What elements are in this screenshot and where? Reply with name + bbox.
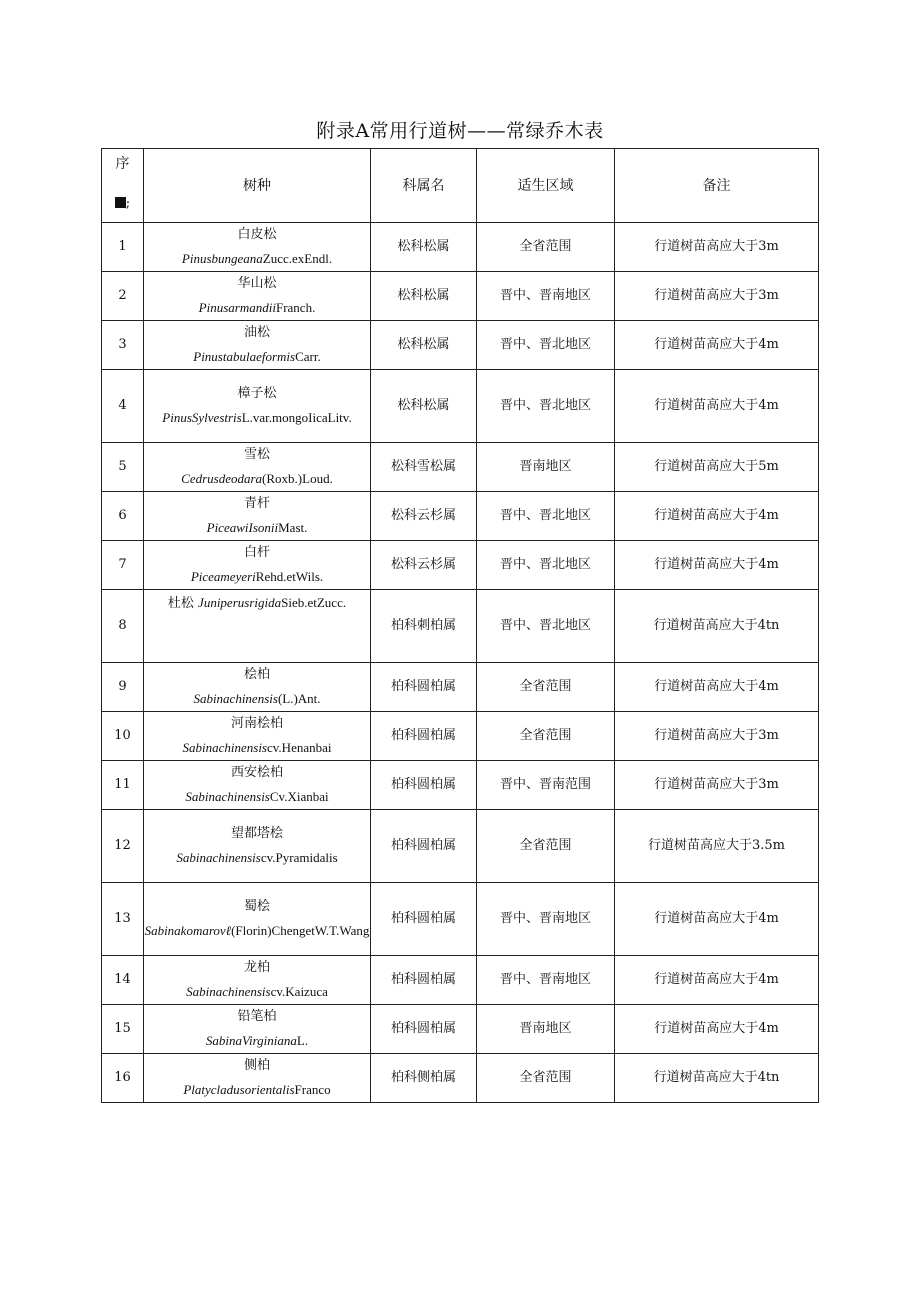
table-row [102, 761, 819, 810]
region-cell: 晋中、晋北地区 [477, 590, 615, 663]
note-cell: 行道树苗高应大于4m [615, 1005, 819, 1054]
row-number: 7 [102, 541, 144, 590]
species-latin-genus: Cedrusdeodara [181, 471, 263, 486]
note-cell: 行道树苗高应大于4tn [615, 590, 819, 663]
family-cell: 松科松属 [371, 321, 477, 370]
species-latin-author: (Florin)ChengetW.T.Wang [231, 923, 370, 938]
species-cn: 桧柏 [243, 667, 270, 682]
family-cell: 柏科圆柏属 [371, 1005, 477, 1054]
species-cn: 铅笔柏 [237, 1009, 277, 1024]
species-cn: 白杆 [243, 545, 270, 560]
species-latin-author: Carr. [295, 349, 321, 364]
note-cell: 行道树苗高应大于3m [615, 272, 819, 321]
table-row [102, 810, 819, 883]
species-latin-genus: Platycladusorientalis [183, 1082, 295, 1097]
table-header-row [102, 149, 819, 223]
species-cell [144, 541, 371, 590]
table-row [102, 663, 819, 712]
species-latin-author: Rehd.etWils. [255, 569, 324, 584]
species-cn: 华山松 [237, 276, 277, 291]
header-region: 适生区域 [477, 149, 615, 223]
species-cn: 杜松 [167, 596, 194, 611]
family-cell: 柏科圆柏属 [371, 956, 477, 1005]
region-cell: 晋中、晋北地区 [477, 492, 615, 541]
species-latin-genus: Sabinachinensis [186, 984, 271, 999]
row-number: 4 [102, 370, 144, 443]
table-row [102, 883, 819, 956]
region-cell: 晋南地区 [477, 443, 615, 492]
species-cn: 龙柏 [243, 960, 270, 975]
table-row [102, 272, 819, 321]
species-latin-genus: SabinaVirginiana [205, 1033, 297, 1048]
table-row [102, 590, 819, 663]
note-cell: 行道树苗高应大于4m [615, 956, 819, 1005]
family-cell: 松科松属 [371, 272, 477, 321]
row-number: 16 [102, 1054, 144, 1103]
note-cell: 行道树苗高应大于4m [615, 663, 819, 712]
note-cell: 行道树苗高应大于4m [615, 321, 819, 370]
page-title: 附录A常用行道树——常绿乔木表 [316, 120, 604, 142]
species-cell [144, 761, 371, 810]
row-number: 11 [102, 761, 144, 810]
region-cell: 晋中、晋南范围 [477, 761, 615, 810]
species-latin-genus: Sabinachinensis [176, 850, 261, 865]
note-cell: 行道树苗高应大于4m [615, 541, 819, 590]
species-latin-genus: Sabinachinensis [193, 691, 278, 706]
species-cell [144, 590, 371, 663]
family-cell: 柏科圆柏属 [371, 883, 477, 956]
square-mark-icon [115, 197, 126, 208]
note-cell: 行道树苗高应大于4m [615, 492, 819, 541]
species-cell [144, 492, 371, 541]
table-row [102, 541, 819, 590]
species-cell [144, 321, 371, 370]
region-cell: 晋中、晋北地区 [477, 541, 615, 590]
species-cell [144, 810, 371, 883]
species-latin-author: (Roxb.)Loud. [262, 471, 333, 486]
region-cell: 全省范围 [477, 663, 615, 712]
species-cn: 侧柏 [243, 1058, 270, 1073]
species-cell [144, 443, 371, 492]
header-family: 科属名 [371, 149, 477, 223]
species-latin-author: cv.Henanbai [267, 740, 332, 755]
species-latin-author: L. [296, 1033, 309, 1048]
species-latin-author: Zucc.exEndl. [262, 251, 333, 266]
species-cell [144, 370, 371, 443]
species-cn: 望都塔桧 [230, 826, 283, 841]
table-row [102, 1005, 819, 1054]
evergreen-tree-table [101, 148, 819, 1103]
header-species: 树种 [144, 149, 371, 223]
note-cell: 行道树苗高应大于4m [615, 370, 819, 443]
species-cell [144, 1054, 371, 1103]
species-cell [144, 223, 371, 272]
species-latin-author: cv.Pyramidalis [260, 850, 338, 865]
table-row [102, 956, 819, 1005]
species-latin-author: Sieb.etZucc. [281, 595, 347, 610]
family-cell: 松科云杉属 [371, 492, 477, 541]
species-latin-genus: Sabinakomarovℓ [144, 923, 232, 938]
species-latin-genus: PiceawiIsonii [206, 520, 279, 535]
species-cn: 白皮松 [237, 227, 277, 242]
row-number: 15 [102, 1005, 144, 1054]
region-cell: 晋中、晋南地区 [477, 272, 615, 321]
species-cell [144, 956, 371, 1005]
family-cell: 松科云杉属 [371, 541, 477, 590]
note-cell: 行道树苗高应大于3m [615, 223, 819, 272]
row-number: 12 [102, 810, 144, 883]
table-row [102, 370, 819, 443]
row-number: 5 [102, 443, 144, 492]
species-cn: 河南桧柏 [230, 716, 283, 731]
note-cell: 行道树苗高应大于5m [615, 443, 819, 492]
table-row [102, 321, 819, 370]
region-cell: 全省范围 [477, 223, 615, 272]
species-latin-author: L.var.mongoIicaLitv. [241, 410, 352, 425]
species-latin-genus: Sabinachinensis [185, 789, 270, 804]
row-number: 14 [102, 956, 144, 1005]
family-cell: 柏科圆柏属 [371, 810, 477, 883]
table-row [102, 712, 819, 761]
species-latin-author: Cv.Xianbai [269, 789, 329, 804]
row-number: 9 [102, 663, 144, 712]
region-cell: 全省范围 [477, 1054, 615, 1103]
header-number: 序 ; [102, 149, 144, 223]
species-cell [144, 1005, 371, 1054]
table-row [102, 443, 819, 492]
species-latin-genus: Pinusarmandii [198, 300, 276, 315]
species-cn: 樟子松 [237, 386, 277, 401]
row-number: 1 [102, 223, 144, 272]
region-cell: 晋中、晋北地区 [477, 370, 615, 443]
species-cell [144, 712, 371, 761]
species-latin-author: Mast. [278, 520, 308, 535]
family-cell: 松科松属 [371, 223, 477, 272]
table-row [102, 223, 819, 272]
note-cell: 行道树苗高应大于3.5m [615, 810, 819, 883]
family-cell: 松科雪松属 [371, 443, 477, 492]
row-number: 13 [102, 883, 144, 956]
species-latin-genus: Juniperusrigida [198, 595, 282, 610]
species-latin-author: cv.Kaizuca [270, 984, 328, 999]
species-latin-genus: Pinustabulaeformis [193, 349, 296, 364]
row-number: 6 [102, 492, 144, 541]
header-note: 备注 [615, 149, 819, 223]
species-latin-author: Franch. [275, 300, 316, 315]
region-cell: 晋中、晋北地区 [477, 321, 615, 370]
note-cell: 行道树苗高应大于4tn [615, 1054, 819, 1103]
species-cell [144, 883, 371, 956]
species-cn: 蜀桧 [243, 899, 270, 914]
species-cn: 油松 [243, 325, 270, 340]
family-cell: 柏科圆柏属 [371, 663, 477, 712]
family-cell: 松科松属 [371, 370, 477, 443]
region-cell: 全省范围 [477, 712, 615, 761]
species-latin-genus: Piceameyeri [190, 569, 256, 584]
species-latin-genus: Pinusbungeana [181, 251, 263, 266]
species-cell [144, 663, 371, 712]
note-cell: 行道树苗高应大于3m [615, 712, 819, 761]
row-number: 3 [102, 321, 144, 370]
family-cell: 柏科刺柏属 [371, 590, 477, 663]
family-cell: 柏科圆柏属 [371, 761, 477, 810]
species-cell [144, 272, 371, 321]
note-cell: 行道树苗高应大于4m [615, 883, 819, 956]
family-cell: 柏科圆柏属 [371, 712, 477, 761]
species-cn: 西安桧柏 [230, 765, 283, 780]
row-number: 8 [102, 590, 144, 663]
table-row [102, 492, 819, 541]
species-cn: 雪松 [243, 447, 270, 462]
region-cell: 全省范围 [477, 810, 615, 883]
species-latin-author: Franco [294, 1082, 331, 1097]
family-cell: 柏科侧柏属 [371, 1054, 477, 1103]
region-cell: 晋中、晋南地区 [477, 883, 615, 956]
species-latin-genus: Sabinachinensis [182, 740, 267, 755]
species-latin-genus: PinusSylvestris [162, 410, 242, 425]
row-number: 10 [102, 712, 144, 761]
species-latin-author: (L.)Ant. [277, 691, 321, 706]
table-row [102, 1054, 819, 1103]
region-cell: 晋南地区 [477, 1005, 615, 1054]
species-cn: 青杆 [243, 496, 270, 511]
row-number: 2 [102, 272, 144, 321]
note-cell: 行道树苗高应大于3m [615, 761, 819, 810]
region-cell: 晋中、晋南地区 [477, 956, 615, 1005]
